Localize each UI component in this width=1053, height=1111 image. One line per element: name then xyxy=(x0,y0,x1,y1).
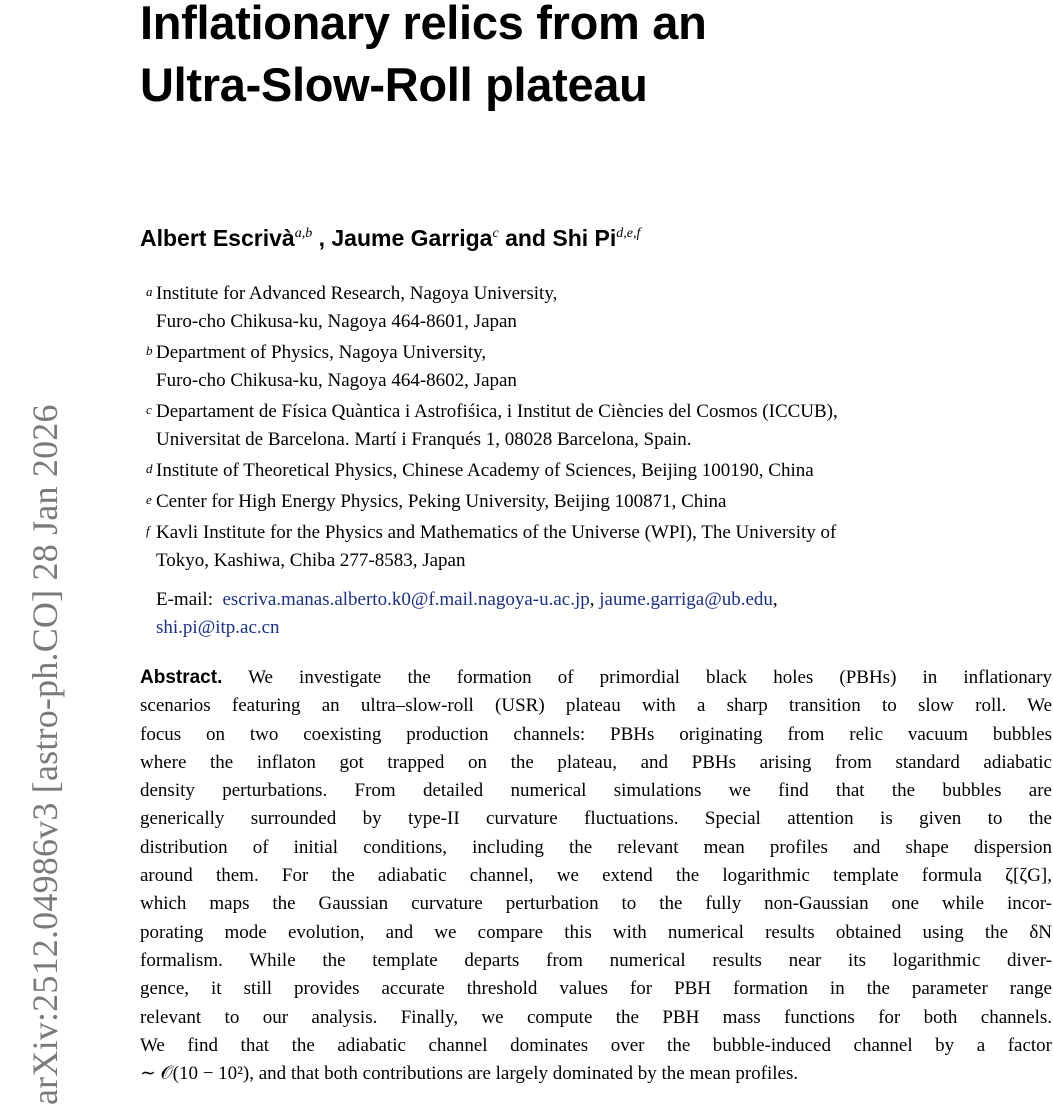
abstract-label: Abstract. xyxy=(140,667,223,688)
abstract-line: which maps the Gaussian curvature perturbation to the fully non-Gaussian one while incor- xyxy=(140,893,1052,915)
paper-title xyxy=(140,0,707,116)
abstract xyxy=(140,664,1052,1088)
affiliation-line: Department of Physics, Nagoya University, xyxy=(156,342,487,363)
affiliation-line: Universitat de Barcelona. Martí i Franqués 1, 08028 Barcelona, Spain. xyxy=(156,429,692,450)
abstract-line: around them. For the adiabatic channel, we extend the logarithmic template formula ζ[ζG], xyxy=(140,865,1052,887)
affiliation-item: a Institute for Advanced Research, Nagoya University, Furo-cho Chikusa-ku, Nagoya 464-8601, Japan xyxy=(140,280,1053,336)
author-separator: , xyxy=(312,225,332,251)
abstract-line: distribution of initial conditions, including the relevant mean profiles and shape dispersion xyxy=(140,836,1052,858)
email-link-escriva[interactable]: escriva.manas.alberto.k0@f.mail.nagoya-u.ac.jp xyxy=(222,589,590,610)
abstract-line: gence, it still provides accurate threshold values for PBH formation in the parameter range xyxy=(140,978,1052,1000)
email-link-pi[interactable]: shi.pi@itp.ac.cn xyxy=(156,617,280,638)
abstract-line: density perturbations. From detailed numerical simulations we find that the bubbles are xyxy=(140,780,1052,802)
email-link-garriga[interactable]: jaume.garriga@ub.edu xyxy=(599,589,773,610)
abstract-line: where the inflaton got trapped on the plateau, and PBHs arising from standard adiabatic xyxy=(140,751,1052,773)
abstract-line: scenarios featuring an ultra–slow-roll (USR) plateau with a sharp transition to slow roll. We xyxy=(140,695,1052,717)
abstract-line: porating mode evolution, and we compare this with numerical results obtained using the δN xyxy=(140,921,1052,943)
arxiv-identifier: arXiv:2512.04986v3 [astro-ph.CO] 28 Jan 2026 xyxy=(25,404,65,1105)
author-affiliation-mark: d,e,f xyxy=(616,226,641,241)
affiliation-line: Departament de Física Quàntica i Astrofiśica, i Institut de Ciències del Cosmos (ICCUB), xyxy=(156,401,838,422)
affiliation-line: Institute of Theoretical Physics, Chinese Academy of Sciences, Beijing 100190, China xyxy=(156,460,814,481)
affiliation-item: e Center for High Energy Physics, Peking University, Beijing 100871, China xyxy=(140,488,1053,516)
affiliation-item: f Kavli Institute for the Physics and Mathematics of the Universe (WPI), The University of Tokyo, Kashiwa, Chiba 277-8583, Japan xyxy=(140,519,1053,575)
affiliation-item: b Department of Physics, Nagoya University, Furo-cho Chikusa-ku, Nagoya 464-8602, Japan xyxy=(140,339,1053,395)
abstract-line: ∼ 𝒪(10 − 10²), and that both contributions are largely dominated by the mean profiles. xyxy=(140,1063,799,1085)
author-name: Albert Escrivà xyxy=(140,225,295,251)
affiliation-item: c Departament de Física Quàntica i Astrofiśica, i Institut de Ciències del Cosmos (ICCUB), Universitat de Barcelona. Martí i Franqués 1, 08028 Barcelona, Spain. xyxy=(140,398,1053,454)
author-name: Jaume Garriga xyxy=(331,225,493,251)
affiliation-line: Kavli Institute for the Physics and Mathematics of the Universe (WPI), The University of xyxy=(156,522,837,543)
author-separator: and xyxy=(498,225,553,251)
affiliation-line: Institute for Advanced Research, Nagoya University, xyxy=(156,283,558,304)
abstract-line: relevant to our analysis. Finally, we compute the PBH mass functions for both channels. xyxy=(140,1006,1052,1028)
abstract-line-text: We investigate the formation of primordial black holes (PBHs) in inflationary xyxy=(248,667,1052,688)
author-name: Shi Pi xyxy=(552,225,617,251)
title-line-2: Ultra-Slow-Roll plateau xyxy=(140,58,648,111)
affiliation-line: Furo-cho Chikusa-ku, Nagoya 464-8601, Japan xyxy=(156,311,517,332)
abstract-line: formalism. While the template departs from numerical results near its logarithmic diver- xyxy=(140,949,1052,971)
title-line-1: Inflationary relics from an xyxy=(140,0,707,49)
abstract-line: generically surrounded by type-II curvature fluctuations. Special attention is given to the xyxy=(140,808,1052,830)
abstract-line: We find that the adiabatic channel dominates over the bubble-induced channel by a factor xyxy=(140,1034,1052,1056)
abstract-line: focus on two coexisting production channels: PBHs originating from relic vacuum bubbles xyxy=(140,723,1052,745)
author-list xyxy=(140,225,640,252)
arxiv-sidebar xyxy=(2,280,65,1105)
affiliation-line: Furo-cho Chikusa-ku, Nagoya 464-8602, Japan xyxy=(156,370,517,391)
email-block: E-mail: escriva.manas.alberto.k0@f.mail.nagoya-u.ac.jp, jaume.garriga@ub.edu, shi.pi@itp.ac.cn xyxy=(156,589,778,638)
email-label: E-mail: xyxy=(156,589,213,610)
author-affiliation-mark: c xyxy=(492,226,499,241)
abstract-line xyxy=(140,664,1052,692)
affiliation-list xyxy=(140,280,1053,578)
author-affiliation-mark: a,b xyxy=(294,226,313,241)
affiliation-line: Center for High Energy Physics, Peking University, Beijing 100871, China xyxy=(156,491,727,512)
affiliation-line: Tokyo, Kashiwa, Chiba 277-8583, Japan xyxy=(156,550,466,571)
affiliation-item: d Institute of Theoretical Physics, Chinese Academy of Sciences, Beijing 100190, China xyxy=(140,457,1053,485)
